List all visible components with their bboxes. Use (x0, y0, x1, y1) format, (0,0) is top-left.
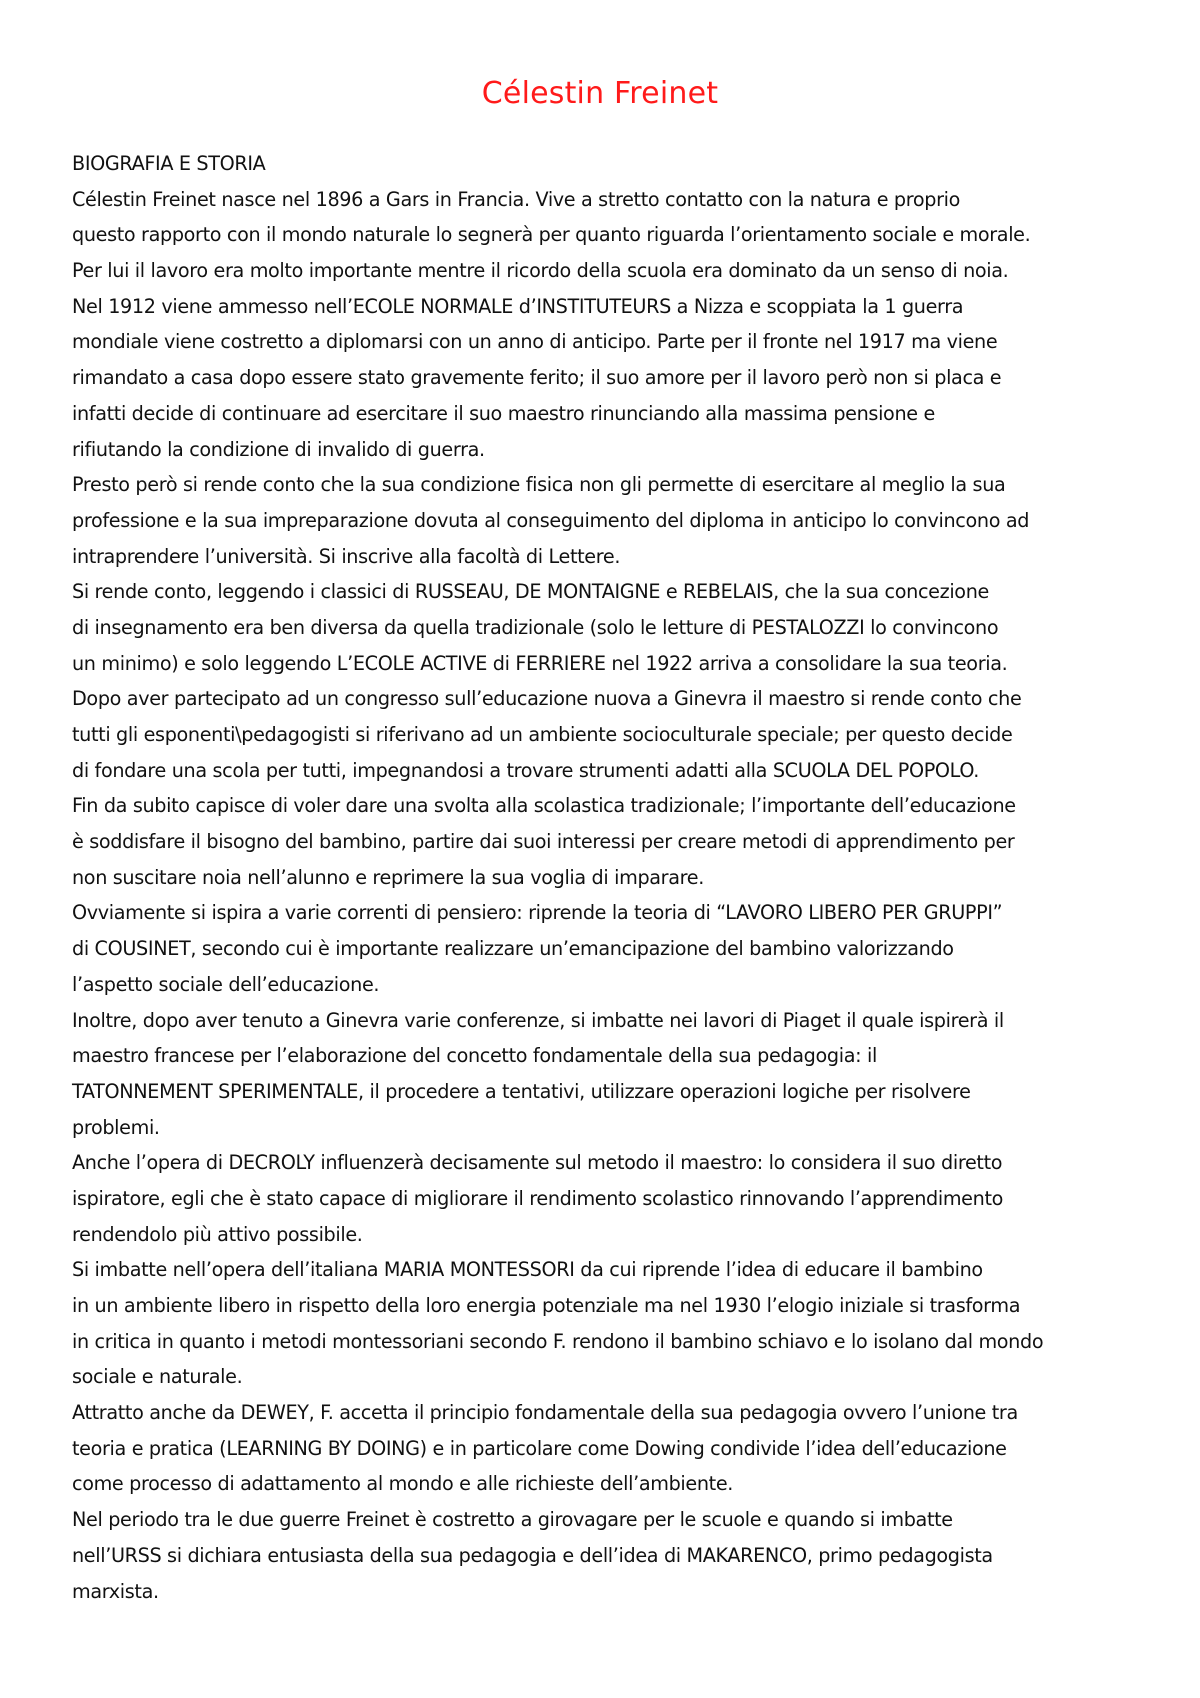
text-line: Ovviamente si ispira a varie correnti di pensiero: riprende la teoria di “LAVORO LIBERO PER GRUPPI” (72, 901, 1003, 925)
body-lines (72, 182, 1142, 1610)
text-line: mondiale viene costretto a diplomarsi con un anno di anticipo. Parte per il fronte nel 1917 ma viene (72, 330, 998, 354)
text-line: infatti decide di continuare ad esercitare il suo maestro rinunciando alla massima pensione e (72, 401, 935, 425)
text-line: Anche l’opera di DECROLY influenzerà decisamente sul metodo il maestro: lo considera il suo diretto (72, 1151, 1003, 1175)
document-body (72, 146, 1142, 1609)
text-line: non suscitare noia nell’alunno e reprimere la sua voglia di imparare. (72, 865, 704, 889)
text-line: un minimo) e solo leggendo L’ECOLE ACTIVE di FERRIERE nel 1922 arriva a consolidare la sua teoria. (72, 651, 1008, 675)
text-line: in un ambiente libero in rispetto della loro energia potenziale ma nel 1930 l’elogio iniziale si trasforma (72, 1294, 1021, 1317)
text-line: Inoltre, dopo aver tenuto a Ginevra varie conferenze, si imbatte nei lavori di Piaget il quale ispirerà il (72, 1008, 1004, 1032)
text-line: sociale e naturale. (72, 1365, 243, 1389)
text-line: rendendolo più attivo possibile. (72, 1222, 363, 1246)
text-line: marxista. (72, 1579, 159, 1603)
text-line: in critica in quanto i metodi montessoriani secondo F. rendono il bambino schiavo e lo isolano dal mondo (72, 1329, 1044, 1353)
text-line: Nel 1912 viene ammesso nell’ECOLE NORMALE d’INSTITUTEURS a Nizza e scoppiata la 1 guerra (72, 294, 964, 318)
text-line: Si rende conto, leggendo i classici di RUSSEAU, DE MONTAIGNE e REBELAIS, che la sua concezione (72, 580, 989, 604)
text-line: Nel periodo tra le due guerre Freinet è costretto a girovagare per le scuole e quando si imbatte (72, 1508, 953, 1532)
text-line: Dopo aver partecipato ad un congresso sull’educazione nuova a Ginevra il maestro si rende conto che (72, 687, 1022, 711)
text-line: di insegnamento era ben diversa da quella tradizionale (solo le letture di PESTALOZZI lo convincono (72, 615, 999, 639)
text-line: professione e la sua impreparazione dovuta al conseguimento del diploma in anticipo lo convincono ad (72, 508, 1030, 532)
text-line: Presto però si rende conto che la sua condizione fisica non gli permette di esercitare al meglio la sua (72, 473, 1006, 497)
text-line: Si imbatte nell’opera dell’italiana MARIA MONTESSORI da cui riprende l’idea di educare il bambino (72, 1258, 983, 1282)
text-line: di COUSINET, secondo cui è importante realizzare un’emancipazione del bambino valorizzando (72, 937, 954, 961)
text-line: Attratto anche da DEWEY, F. accetta il principio fondamentale della sua pedagogia ovvero l’unione tra (72, 1401, 1018, 1425)
section-heading: BIOGRAFIA E STORIA (72, 152, 266, 175)
text-line: maestro francese per l’elaborazione del concetto fondamentale della sua pedagogia: il (72, 1044, 877, 1068)
text-line: intraprendere l’università. Si inscrive alla facoltà di Lettere. (72, 544, 621, 568)
text-line: tutti gli esponenti\pedagogisti si riferivano ad un ambiente socioculturale speciale; per questo decide (72, 723, 1013, 746)
text-line: problemi. (72, 1115, 160, 1139)
document-title: Célestin Freinet (481, 76, 719, 111)
text-line: teoria e pratica (LEARNING BY DOING) e in particolare come Dowing condivide l’idea dell’educazione (72, 1436, 1007, 1460)
text-line: nell’URSS si dichiara entusiasta della sua pedagogia e dell’idea di MAKARENCO, primo pedagogista (72, 1543, 993, 1567)
text-line: Célestin Freinet nasce nel 1896 a Gars in Francia. Vive a stretto contatto con la natura e proprio (72, 187, 960, 211)
text-line: rimandato a casa dopo essere stato gravemente ferito; il suo amore per il lavoro però non si placa e (72, 366, 1002, 390)
text-line: ispiratore, egli che è stato capace di migliorare il rendimento scolastico rinnovando l’apprendimento (72, 1186, 1004, 1210)
text-line: TATONNEMENT SPERIMENTALE, il procedere a tentativi, utilizzare operazioni logiche per risolvere (72, 1079, 971, 1103)
text-line: l’aspetto sociale dell’educazione. (72, 972, 380, 996)
text-line: questo rapporto con il mondo naturale lo segnerà per quanto riguarda l’orientamento sociale e morale. (72, 223, 1031, 247)
text-line: come processo di adattamento al mondo e alle richieste dell’ambiente. (72, 1472, 734, 1496)
text-line: Fin da subito capisce di voler dare una svolta alla scolastica tradizionale; l’importante dell’educazione (72, 794, 1016, 818)
text-line: rifiutando la condizione di invalido di guerra. (72, 437, 485, 461)
text-line: è soddisfare il bisogno del bambino, partire dai suoi interessi per creare metodi di apprendimento per (72, 830, 1015, 854)
text-line: Per lui il lavoro era molto importante mentre il ricordo della scuola era dominato da un senso di noia. (72, 259, 1009, 283)
text-line: di fondare una scola per tutti, impegnandosi a trovare strumenti adatti alla SCUOLA DEL POPOLO. (72, 758, 980, 782)
